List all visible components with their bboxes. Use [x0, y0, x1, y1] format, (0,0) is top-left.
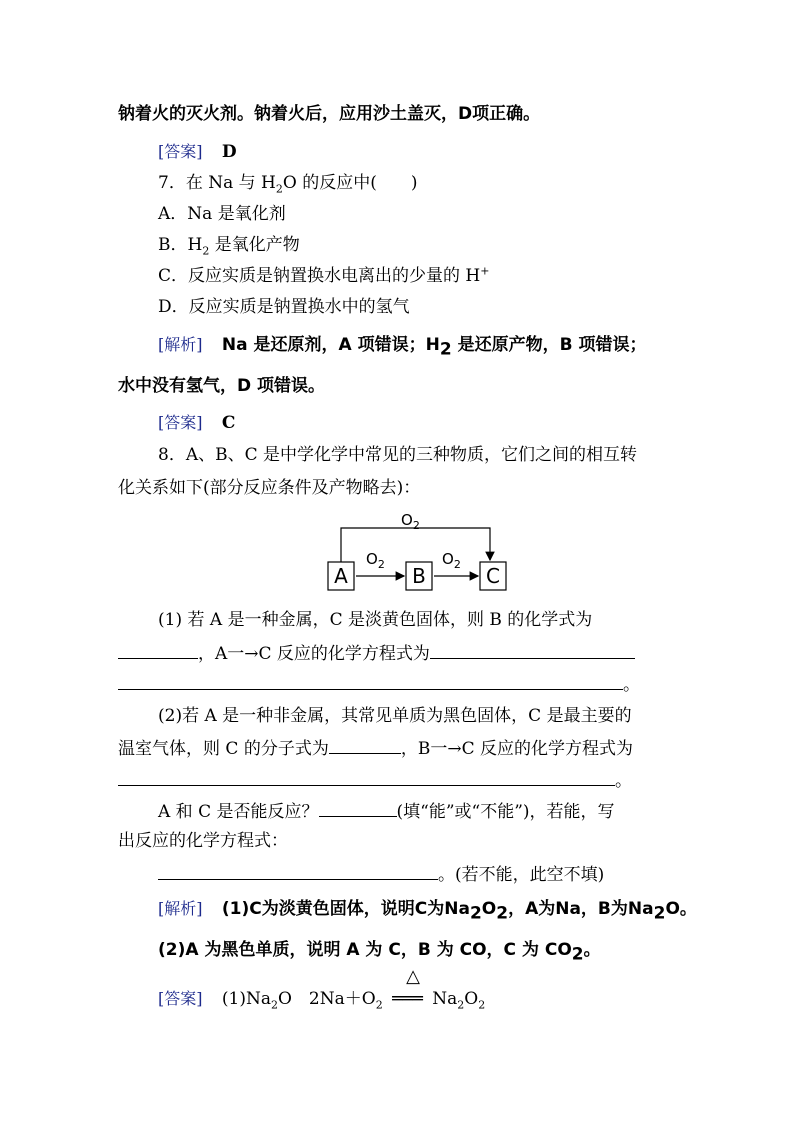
part-1-line-2: ，A一→C 反应的化学方程式为: [118, 640, 635, 666]
analysis-line-q8-2: (2)A 为黑色单质，说明 A 为 C，B 为 CO，C 为 $CO_2$。: [158, 940, 601, 965]
label-c: C: [486, 564, 500, 588]
blank-b-formula[interactable]: [118, 640, 198, 659]
part-2-line-2: 温室气体，则 C 的分子式为 ，B一→C 反应的化学方程式为: [118, 735, 633, 761]
option-a: A．Na 是氧化剂: [158, 204, 286, 224]
question-7-stem: 7．在 Na 与 $H_2O$ 的反应中( ): [158, 173, 418, 196]
answer-line-q6: [158, 140, 237, 164]
question-8-stem-cont: 化关系如下(部分反应条件及产物略去)：: [118, 478, 421, 498]
blank-equation-b-c[interactable]: [118, 767, 615, 786]
answer-tag: [答案]: [158, 142, 203, 161]
blank-equation-a-c-cont[interactable]: [118, 671, 623, 690]
answer-line-q7: [答案] C: [158, 413, 236, 433]
o2-label-bc: $O_2$: [442, 550, 461, 571]
question-8-stem: 8．A、B、C 是中学化学中常见的三种物质，它们之间的相互转: [158, 445, 637, 465]
label-a: A: [334, 564, 348, 588]
blank-c-formula[interactable]: [329, 735, 401, 754]
option-b: B．$H_2$ 是氧化产物: [158, 235, 300, 258]
heat-condition: △ ═══: [392, 966, 423, 1009]
part-3-line-2: 出反应的化学方程式：: [118, 831, 288, 851]
blank-can-react[interactable]: [319, 798, 397, 817]
blank-equation-a-c[interactable]: [430, 640, 635, 659]
analysis-tag: [解析]: [158, 335, 203, 354]
conversion-diagram: [320, 504, 520, 596]
part-1-line-1: (1) 若 A 是一种金属，C 是淡黄色固体，则 B 的化学式为: [158, 610, 593, 630]
label-b: B: [412, 564, 426, 588]
part-2-line-1: (2)若 A 是一种非金属，其常见单质为黑色固体，C 是最主要的: [158, 706, 632, 726]
o2-label-ab: $O_2$: [366, 550, 385, 571]
arrow-a-c: [341, 528, 490, 562]
blank-reaction-equation[interactable]: [158, 861, 438, 880]
part-2-line-3: 。: [118, 767, 632, 793]
option-c: C．反应实质是钠置换水电离出的少量的 H+: [158, 264, 490, 286]
analysis-line-q8-1: [解析] (1)C为淡黄色固体，说明C为$Na_2O_2$，A为Na，B为$Na_2O$。: [158, 899, 697, 924]
o2-label-top: $O_2$: [401, 511, 420, 532]
analysis-text-line: 钠着火的灭火剂。钠着火后，应用沙土盖灭，D项正确。: [118, 104, 541, 124]
part-3-line-3: 。(若不能，此空不填): [158, 861, 604, 887]
heat-symbol: △: [406, 966, 420, 987]
analysis-line-q7-cont: 水中没有氢气，D 项错误。: [118, 376, 326, 396]
answer-line-q8: [答案] $(1)Na_2O$ $2Na+O_2$ △ ═══ $Na_2O_2$: [158, 966, 486, 1012]
option-d: D．反应实质是钠置换水中的氢气: [158, 297, 410, 317]
answer-value: D: [221, 142, 237, 162]
analysis-line-q7: [解析] Na 是还原剂，A 项错误；$H_2$ 是还原产物，B 项错误；: [158, 335, 647, 360]
part-1-line-3: 。: [118, 671, 640, 697]
part-3-line-1: A 和 C 是否能反应？ (填“能”或“不能”)，若能，写: [158, 798, 615, 824]
